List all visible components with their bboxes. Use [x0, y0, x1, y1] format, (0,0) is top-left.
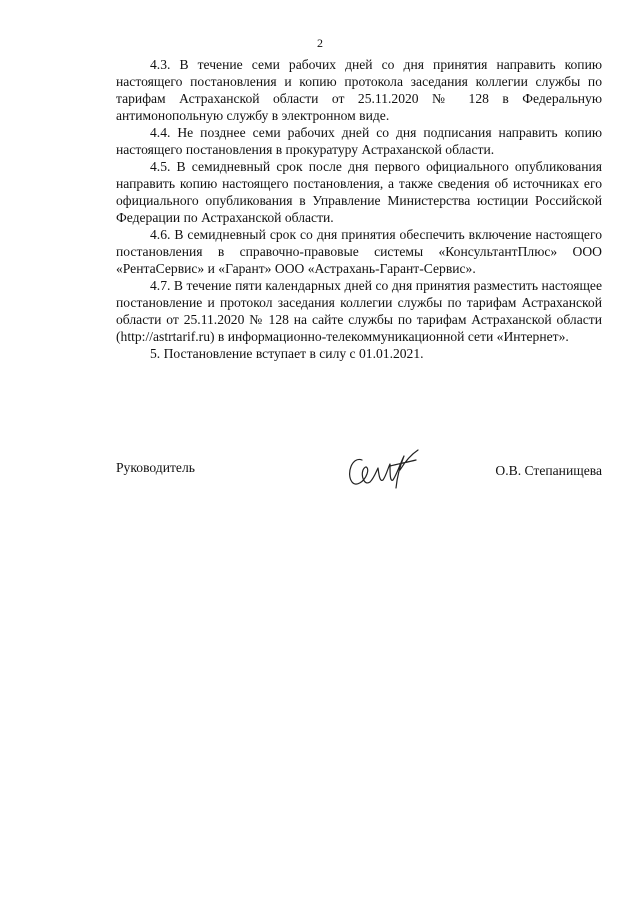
- paragraph-4-7: 4.7. В течение пяти календарных дней со дня принятия разместить настоящее постановление и протокол заседания коллегии службы по тарифам Астраханской области от 25.11.2020 № 128 на сайте службы по тарифам Астраханской области (http://astrtarif.ru) в информационно-телекоммуникационной сети «Интернет».: [116, 278, 602, 344]
- paragraph-4-3: 4.3. В течение семи рабочих дней со дня принятия направить копию настоящего постановления и копию протокола заседания коллегии службы по тарифам Астраханской области от 25.11.2020 № 128 в Федеральную антимонопольную службу в электронном виде.: [116, 57, 602, 123]
- signature-block: [116, 446, 602, 496]
- paragraph-4-5: 4.5. В семидневный срок после дня первого официального опубликования направить копию настоящего постановления, а также сведения об источниках его официального опубликования в Управление Министерства юстиции Российской Федерации по Астраханской области.: [116, 159, 602, 225]
- document-body: [116, 56, 602, 362]
- signatory-name: О.В. Степанищева: [495, 463, 602, 478]
- handwritten-signature: [342, 446, 422, 492]
- paragraph-4-6: 4.6. В семидневный срок со дня принятия обеспечить включение настоящего постановления в справочно-правовые системы «КонсультантПлюс» ООО «РентаСервис» и «Гарант» ООО «Астрахань-Гарант-Сервис».: [116, 227, 602, 276]
- signatory-title: Руководитель: [116, 460, 195, 475]
- paragraph-4-4: 4.4. Не позднее семи рабочих дней со дня подписания направить копию настоящего постановления в прокуратуру Астраханской области.: [116, 125, 602, 157]
- page-number: 2: [317, 36, 323, 50]
- paragraph-5: 5. Постановление вступает в силу с 01.01.2021.: [150, 346, 424, 361]
